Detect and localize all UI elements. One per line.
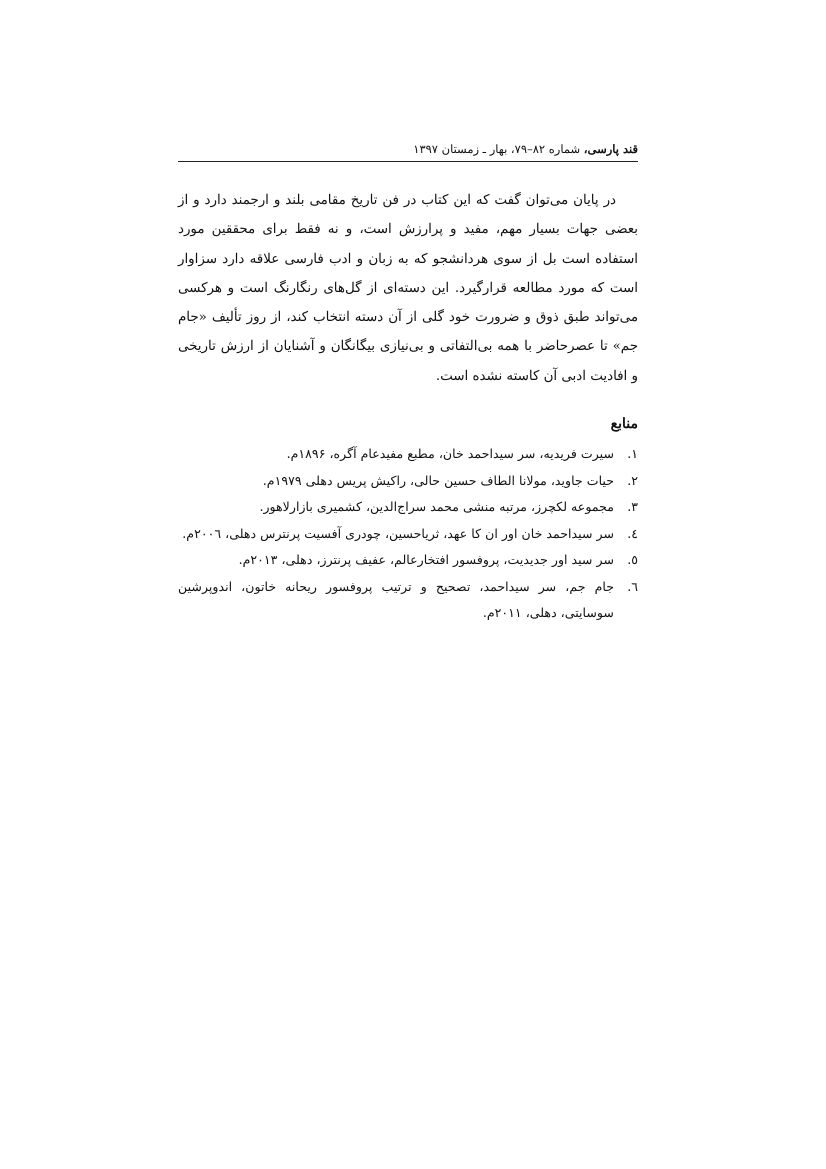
reference-text: حیات جاوید، مولانا الطاف حسین حالی، راکیش پریس دهلی ۱۹۷۹م.: [262, 472, 614, 488]
reference-number: ۳.: [627, 499, 638, 515]
reference-number: ۱.: [627, 446, 638, 462]
journal-name: قند پارسی،: [583, 142, 638, 156]
reference-text: سر سیداحمد خان اور ان کا عهد، ثریاحسین، چودری آفسیت پرنترس دهلی، ۲۰۰٦م.: [182, 525, 614, 541]
reference-text: سر سید اور جدیدیت، پروفسور افتخارعالم، عفیف پرنترز، دهلی، ۲۰۱۳م.: [238, 552, 614, 568]
reference-item: [178, 494, 638, 521]
issue-info: شماره ۸۲–۷۹، بهار ـ زمستان ۱۳۹۷: [413, 142, 584, 156]
reference-number: ٥.: [627, 552, 638, 568]
reference-number: ٦.: [627, 578, 638, 594]
references-heading: منابع: [610, 416, 638, 433]
reference-item: [178, 521, 638, 548]
reference-item: [178, 547, 638, 574]
reference-text: سیرت فریدیه، سر سیداحمد خان، مطبع مفیدعام آگره، ۱۸۹۶م.: [286, 446, 614, 462]
references-list: [178, 441, 638, 627]
reference-number: ۲.: [627, 472, 638, 488]
reference-number: ٤.: [627, 525, 638, 541]
page-content: [178, 140, 638, 627]
reference-item: [178, 574, 638, 627]
conclusion-paragraph: در پایان می‌توان گفت که این کتاب در فن تاریخ مقامی بلند و ارجمند دارد و از بعضی جهات بسیار مهم، مفید و پرارزش است، و نه فقط برای محققین مورد استفاده است بل از سوی هردانشجو که به زبان و ادب فارسی علاقه دارد سزاوار است که مورد مطالعه قرارگیرد. این دسته‌ای از گل‌های رنگارنگ است و هرکسی می‌تواند طبق ذوق و ضرورت خود گلی از آن دسته انتخاب کند، از روز تألیف «جام جم» تا عصرحاضر با همه بی‌التفاتی و بی‌نیازی بیگانگان و آشنایان از ارزش تاریخی و افادیت ادبی آن کاسته نشده است.: [178, 193, 638, 384]
reference-item: [178, 468, 638, 495]
reference-text: جام جم، سر سیداحمد، تصحیح و ترتیب پروفسور ریحانه خاتون، اندوپرشین سوسایتی، دهلی، ۲۰۱۱م.: [178, 578, 614, 621]
running-header: [178, 140, 638, 162]
reference-item: [178, 441, 638, 468]
reference-text: مجموعه لکچرز، مرتبه منشی محمد سراج‌الدین، کشمیری بازارلاهور.: [259, 499, 614, 515]
